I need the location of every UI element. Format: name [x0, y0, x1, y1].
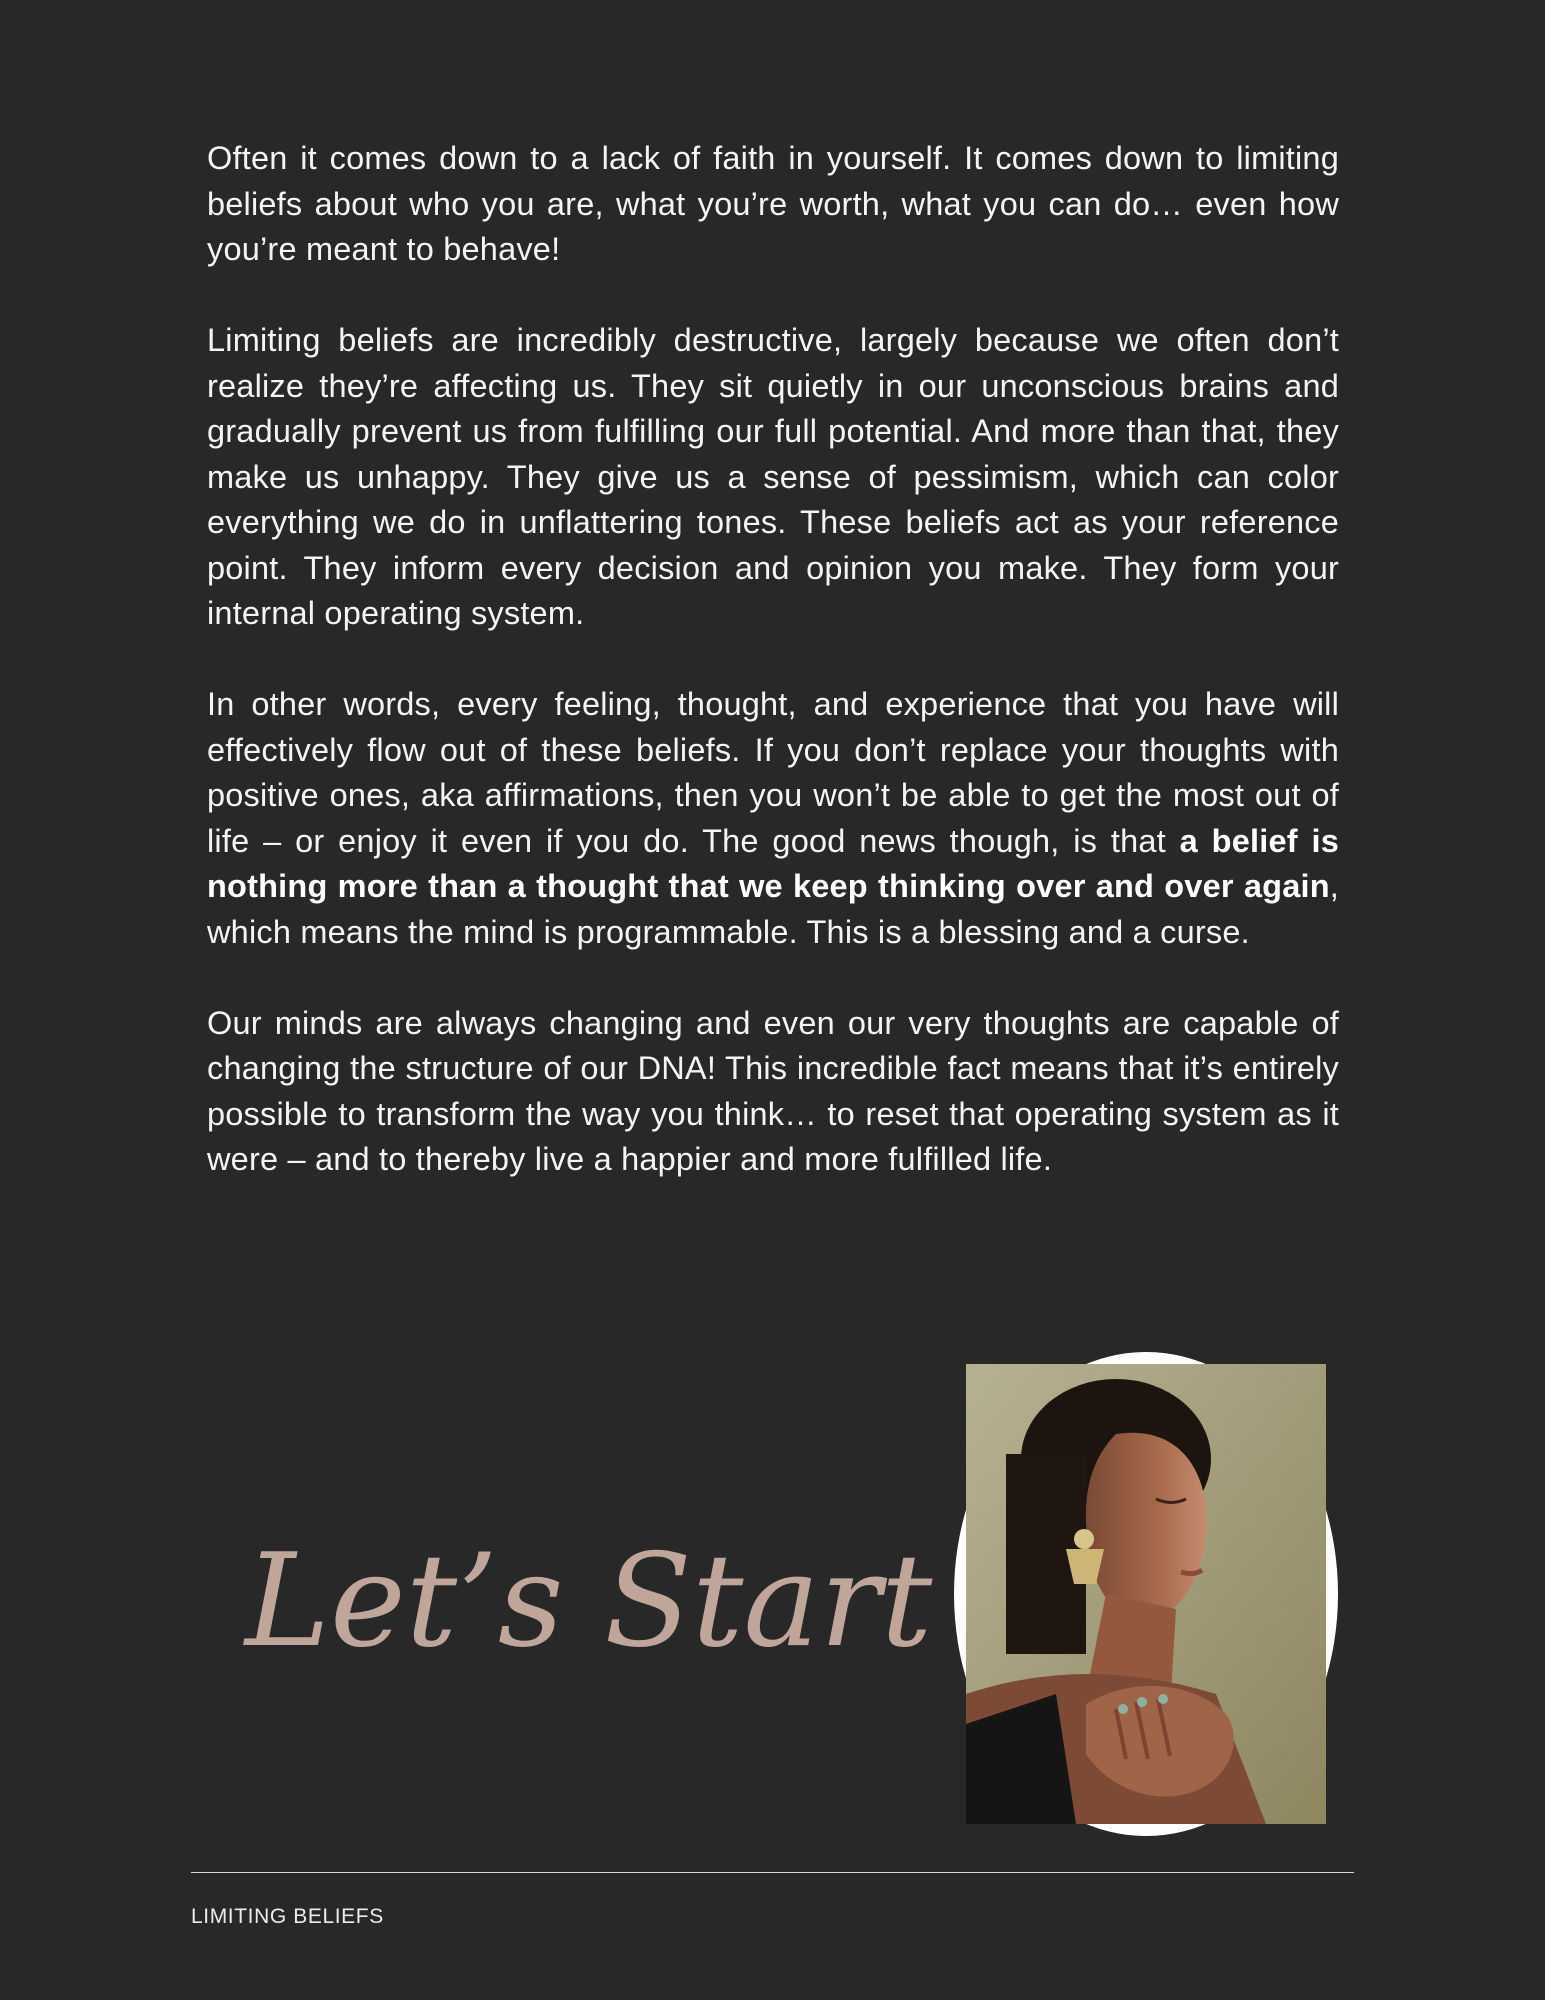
- footer-section-label: LIMITING BELIEFS: [191, 1905, 384, 1928]
- paragraph-1: Often it comes down to a lack of faith in yourself. It comes down to limiting beliefs about who you are, what you’re worth, what you can do… even how you’re meant to behave!: [207, 140, 1339, 267]
- lets-start-script-graphic: [245, 1500, 933, 1680]
- portrait-illustration: [966, 1364, 1326, 1824]
- paragraph-3: [207, 682, 1339, 955]
- lets-start-text: Let’s Start: [245, 1527, 933, 1676]
- body-text: [207, 136, 1339, 1228]
- paragraph-2: Limiting beliefs are incredibly destructive, largely because we often don’t realize they’re affecting us. They sit quietly in our unconscious brains and gradually prevent us from fulfilling our full potential. And more than that, they make us unhappy. They give us a sense of pessimism, which can color everything we do in unflattering tones. These beliefs act as your reference point. They inform every decision and opinion you make. They form your internal operating system.: [207, 322, 1339, 631]
- paragraph-3-tail: , which means the mind is programmable. This is a blessing and a curse.: [207, 868, 1339, 950]
- footer-divider: [191, 1872, 1354, 1873]
- paragraph-3-emphasis: a belief is nothing more than a thought that we keep thinking over and over again: [207, 822, 1339, 904]
- paragraph-4: Our minds are always changing and even our very thoughts are capable of changing the structure of our DNA! This incredible fact means that it’s entirely possible to transform the way you think… to reset that operating system as it were – and to thereby live a happier and more fulfilled life.: [207, 1004, 1339, 1177]
- portrait-frame: [954, 1352, 1338, 1836]
- paragraph-3-lead: In other words, every feeling, thought, and experience that you have will effectively flow out of these beliefs. If you don’t replace your thoughts with positive ones, aka affirmations, then you won’t be able to get the most out of life – or enjoy it even if you do. The good news though, is that: [207, 686, 1339, 859]
- woman-portrait-image: [966, 1364, 1326, 1824]
- lets-start-script-title: [245, 1500, 933, 1680]
